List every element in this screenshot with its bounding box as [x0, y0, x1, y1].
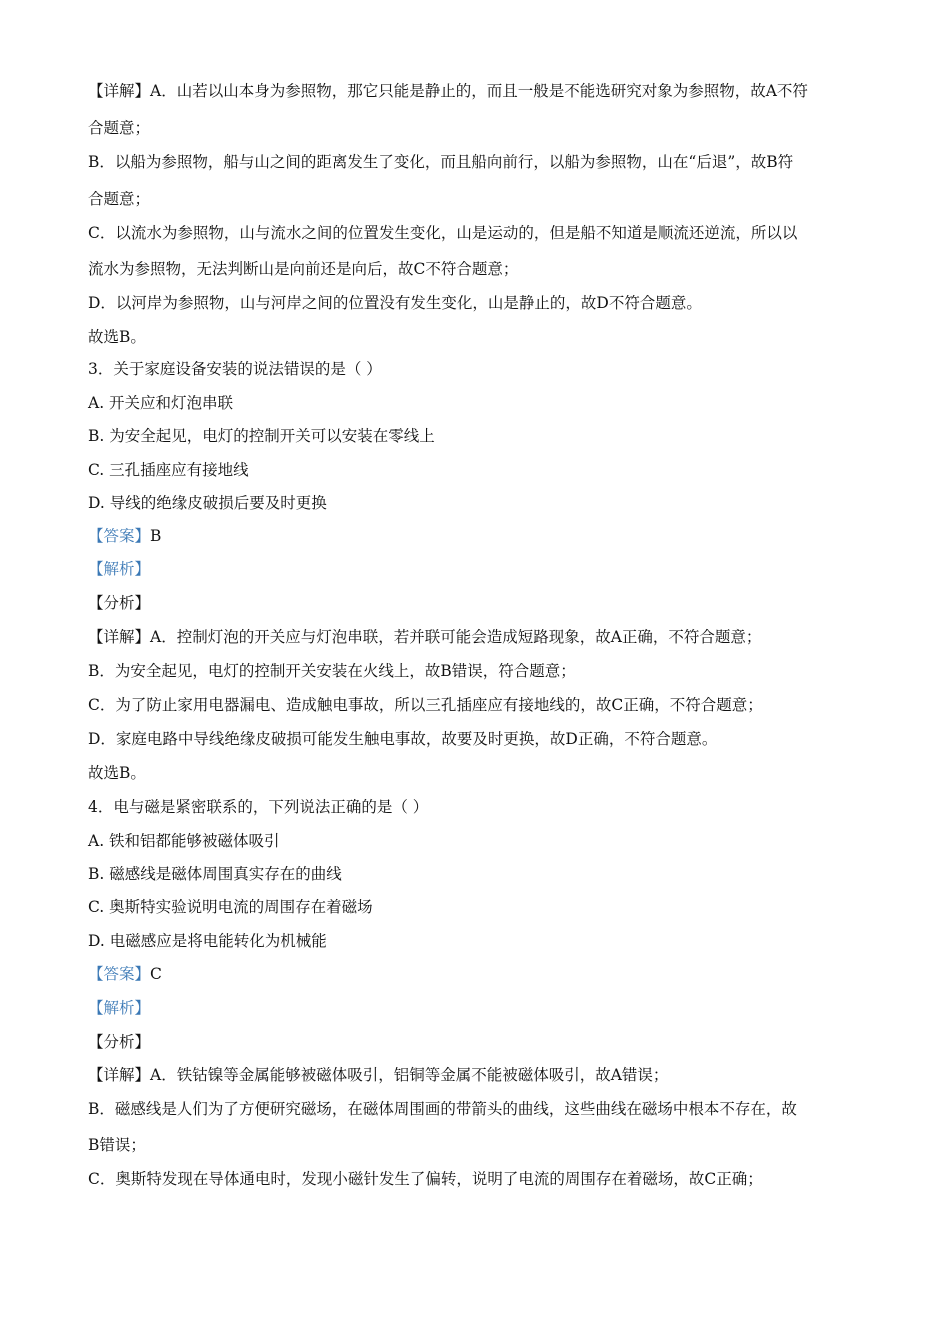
- text-line: [88, 80, 878, 102]
- detail-tag: 【详解】: [88, 82, 151, 100]
- line-text: C．以流水为参照物，山与流水之间的位置发生变化，山是运动的，但是船不知道是顺流还逆流，所以以: [88, 224, 798, 242]
- text-line: [88, 292, 878, 314]
- line-text: D．以河岸为参照物，山与河岸之间的位置没有发生变化，山是静止的，故D不符合题意。: [88, 294, 702, 312]
- line-text: C. 三孔插座应有接地线: [88, 461, 249, 479]
- question-3-option-a: [88, 392, 878, 414]
- line-text: A．控制灯泡的开关应与灯泡串联，若并联可能会造成短路现象，故A正确，不符合题意；: [150, 628, 762, 646]
- line-text: 故选B。: [88, 328, 146, 346]
- text-line: [88, 1134, 878, 1156]
- text-line: [88, 728, 878, 750]
- line-text: 4．电与磁是紧密联系的，下列说法正确的是（ ）: [88, 798, 429, 816]
- text-line: [88, 694, 878, 716]
- line-text: C．奥斯特发现在导体通电时，发现小磁针发生了偏转，说明了电流的周围存在着磁场，故C正确；: [88, 1170, 763, 1188]
- text-line: [88, 151, 878, 173]
- line-text: B错误；: [88, 1136, 146, 1154]
- line-text: B．以船为参照物，船与山之间的距离发生了变化，而且船向前行，以船为参照物，山在“后退”，故B符: [88, 153, 794, 171]
- line-text: D．家庭电路中导线绝缘皮破损可能发生触电事故，故要及时更换，故D正确，不符合题意。: [88, 730, 718, 748]
- text-line: [88, 188, 878, 210]
- line-text: C. 奥斯特实验说明电流的周围存在着磁场: [88, 898, 373, 916]
- line-text: 故选B。: [88, 764, 146, 782]
- text-line: [88, 626, 878, 648]
- line-text: 流水为参照物，无法判断山是向前还是向后，故C不符合题意；: [88, 260, 519, 278]
- answer-value: B: [150, 527, 162, 545]
- line-text: 3．关于家庭设备安装的说法错误的是（ ）: [88, 360, 382, 378]
- line-text: 合题意；: [88, 119, 151, 137]
- line-text: B．为安全起见，电灯的控制开关安装在火线上，故B错误，符合题意；: [88, 662, 576, 680]
- text-line: [88, 1064, 878, 1086]
- question-4-option-a: [88, 830, 878, 852]
- fenxi-tag: 【分析】: [88, 594, 151, 612]
- line-text: D. 导线的绝缘皮破损后要及时更换: [88, 494, 327, 512]
- fenxi-line: [88, 1031, 878, 1053]
- question-3-stem: [88, 358, 878, 380]
- text-line: [88, 660, 878, 682]
- text-line: [88, 1098, 878, 1120]
- question-4-option-d: [88, 930, 878, 952]
- analysis-line: [88, 558, 878, 580]
- question-4-option-b: [88, 863, 878, 885]
- line-text: A．山若以山本身为参照物，那它只能是静止的，而且一般是不能选研究对象为参照物，故A不符: [150, 82, 808, 100]
- question-4-option-c: [88, 896, 878, 918]
- question-3-option-b: [88, 425, 878, 447]
- question-4-stem: [88, 796, 878, 818]
- analysis-tag: 【解析】: [88, 999, 151, 1017]
- line-text: B. 为安全起见，电灯的控制开关可以安装在零线上: [88, 427, 435, 445]
- line-text: A. 铁和铝都能够被磁体吸引: [88, 832, 280, 850]
- text-line: [88, 258, 878, 280]
- analysis-line: [88, 997, 878, 1019]
- question-3-option-d: [88, 492, 878, 514]
- detail-tag: 【详解】: [88, 628, 151, 646]
- line-text: C．为了防止家用电器漏电、造成触电事故，所以三孔插座应有接地线的，故C正确，不符合题意；: [88, 696, 763, 714]
- answer-line: [88, 963, 878, 985]
- fenxi-line: [88, 592, 878, 614]
- question-3-option-c: [88, 459, 878, 481]
- text-line: [88, 326, 878, 348]
- line-text: B．磁感线是人们为了方便研究磁场，在磁体周围画的带箭头的曲线，这些曲线在磁场中根本不存在，故: [88, 1100, 797, 1118]
- answer-tag: 【答案】: [88, 527, 151, 545]
- detail-tag: 【详解】: [88, 1066, 151, 1084]
- line-text: A．铁钴镍等金属能够被磁体吸引，铝铜等金属不能被磁体吸引，故A错误；: [150, 1066, 669, 1084]
- answer-value: C: [150, 965, 162, 983]
- line-text: 合题意；: [88, 190, 151, 208]
- line-text: A. 开关应和灯泡串联: [88, 394, 234, 412]
- answer-line: [88, 525, 878, 547]
- text-line: [88, 1168, 878, 1190]
- answer-tag: 【答案】: [88, 965, 151, 983]
- analysis-tag: 【解析】: [88, 560, 151, 578]
- text-line: [88, 762, 878, 784]
- line-text: D. 电磁感应是将电能转化为机械能: [88, 932, 327, 950]
- text-line: [88, 117, 878, 139]
- fenxi-tag: 【分析】: [88, 1033, 151, 1051]
- text-line: [88, 222, 878, 244]
- line-text: B. 磁感线是磁体周围真实存在的曲线: [88, 865, 342, 883]
